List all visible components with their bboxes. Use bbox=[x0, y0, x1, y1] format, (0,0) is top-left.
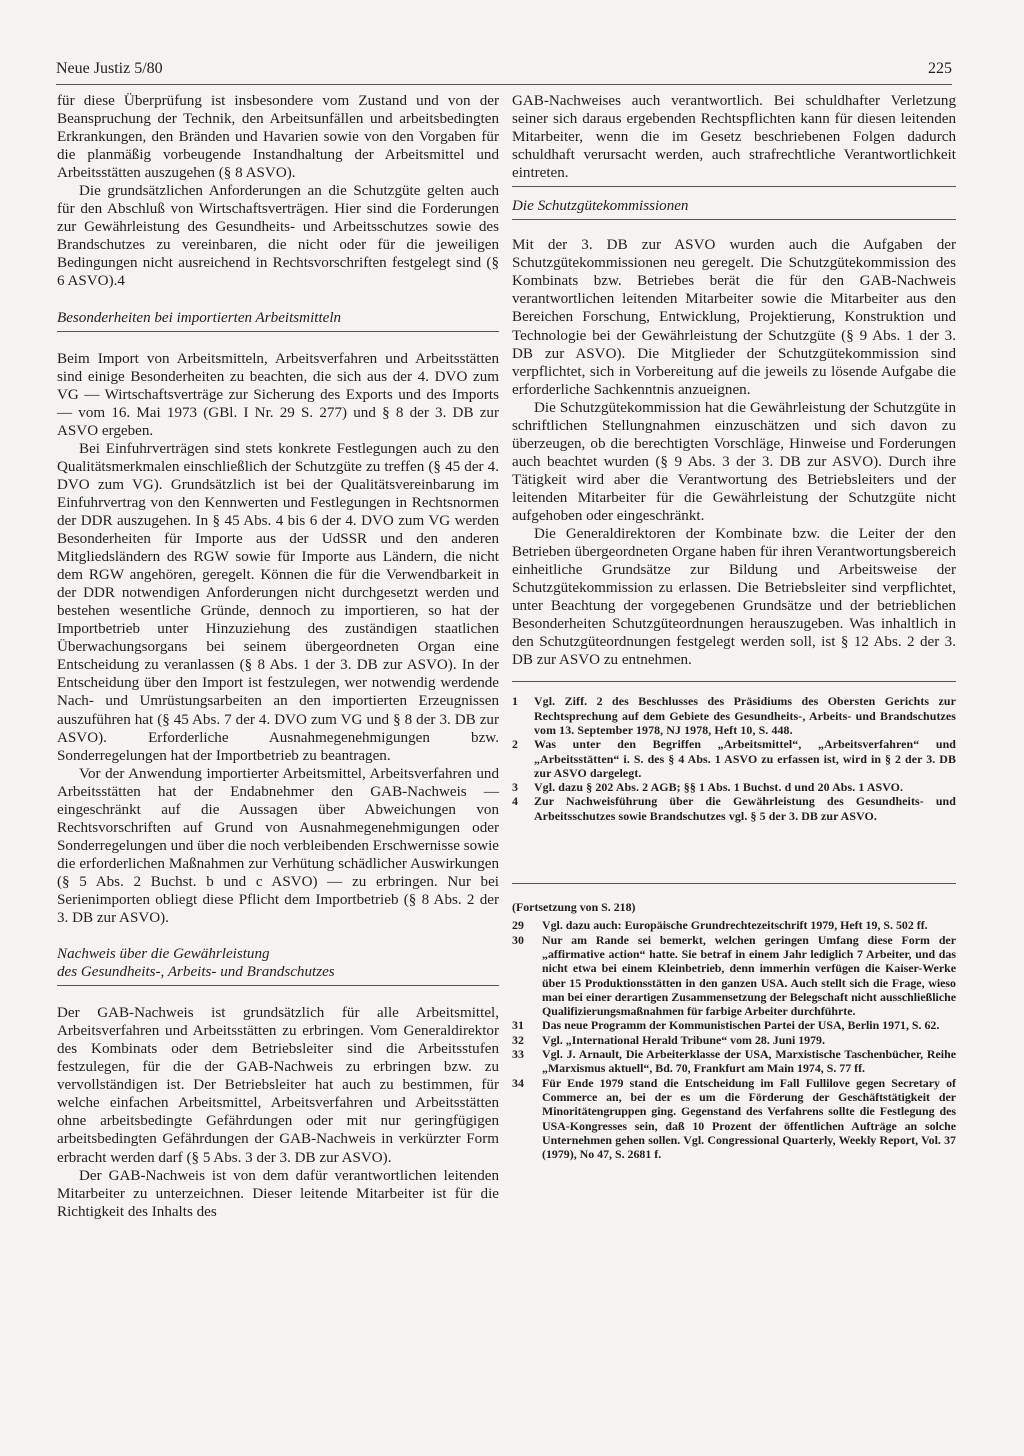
footnote bbox=[512, 794, 956, 823]
footnote-number: 1 bbox=[512, 694, 519, 709]
footnote bbox=[512, 694, 956, 737]
footnote-text: Nur am Rande sei bemerkt, welchen geringen Umfang diese Form der „affirmative action“ hatte. Sie betraf in einem Jahr lediglich 7 Arbeiter, und das nicht etwa bei einem Kleinbetrieb, denn immerhin verfügen die Kaiser-Werke über 15 Produktionsstätten in den ganzen USA. Auch stellt sich die Frage, wieso man bei einer derartigen Zusammensetzung der Belegschaft nicht ausschließliche Qualifizierungsmaßnahmen für farbige Arbeiter durchführte. bbox=[542, 932, 956, 1019]
paragraph: Der GAB-Nachweis ist von dem dafür verantwortlichen leitenden Mitarbeiter zu unterzeichnen. Dieser leitende Mitarbeiter ist für die Richtigkeit des Inhalts des bbox=[57, 1167, 499, 1220]
footnote-number: 29 bbox=[512, 918, 524, 933]
header-rule bbox=[56, 84, 952, 85]
footnote-text: Das neue Programm der Kommunistischen Partei der USA, Berlin 1971, S. 62. bbox=[542, 1018, 940, 1033]
heading-rule bbox=[57, 331, 499, 332]
paragraph: Mit der 3. DB zur ASVO wurden auch die Aufgaben der Schutzgütekommissionen neu geregelt. Die Schutzgütekommission des Kombinats bzw. Betriebes berät die für den GAB-Nachweis verantwortlichen leitenden Mitarbeiter sowie die Mitarbeiter aus den Bereichen Forschung, Entwicklung, Projektierung, Konstruktion und Technologie bei der Gewährleistung der Schutzgüte (§ 9 Abs. 1 der 3. DB zur ASVO). Die Mitglieder der Schutzgütekommission sind verpflichtet, sich in Vorbereitung auf die jeweils zu lösende Aufgabe die erforderliche Sachkenntnis anzueignen. bbox=[512, 237, 956, 398]
paragraph: Vor der Anwendung importierter Arbeitsmittel, Arbeitsverfahren und Arbeitsstätten hat der Endabnehmer den GAB-Nachweis — eingeschränkt auf die Aussagen über Abweichungen von Rechtsvorschriften auf Grund von Ausnahmegenehmigungen oder Sonderregelungen und über die noch verbleibenden Erschwernisse sowie die erforderlichen Maßnahmen zur Verhütung schädlicher Auswirkungen (§ 5 Abs. 2 Buchst. b und c ASVO) — zu erbringen. Nur bei Serienimporten obliegt diese Pflicht dem Importbetrieb (§ 8 Abs. 2 der 3. DB zur ASVO). bbox=[57, 765, 499, 927]
footnote bbox=[512, 933, 956, 1019]
paragraph: Der GAB-Nachweis ist grundsätzlich für alle Arbeitsmittel, Arbeitsverfahren und Arbeitsstätten zu erbringen. Vom Generaldirektor des Kombinats oder dem Betriebsleiter sind die Arbeitsstufen festzulegen, für die der GAB-Nachweis zu erbringen bzw. zu vervollständigen ist. Der Betriebsleiter hat auch zu bestimmen, für welche einfachen Arbeitsmittel, Arbeitsverfahren und Arbeitsstätten ohne arbeitsbedingte Gefährdungen oder mit nur geringfügigen arbeitsbedingten Gefährdungen der GAB-Nachweis in verkürzter Form erbracht werden darf (§ 5 Abs. 3 der 3. DB zur ASVO). bbox=[57, 1005, 499, 1166]
footnote-text: Vgl. J. Arnault, Die Arbeiterklasse der USA, Marxistische Taschenbücher, Reihe „Marxismus aktuell“, Bd. 70, Frankfurt am Main 1974, S. 77 ff. bbox=[542, 1047, 956, 1076]
section-heading: Besonderheiten bei importierten Arbeitsmitteln bbox=[57, 309, 342, 326]
heading-rule bbox=[512, 219, 956, 220]
section-heading: Nachweis über die Gewährleistung bbox=[57, 946, 270, 963]
left-column bbox=[57, 92, 499, 1221]
right-column bbox=[512, 92, 956, 1161]
footnote bbox=[512, 918, 956, 932]
continuation-note: (Fortsetzung von S. 218) bbox=[512, 900, 636, 915]
footnote-text: Vgl. Ziff. 2 des Beschlusses des Präsidiums des Obersten Gerichts zur Rechtsprechung auf dem Gebiete des Gesundheits-, Arbeits- und Brandschutzes vom 13. September 1978, NJ 1978, Heft 10, S. 448. bbox=[534, 694, 956, 737]
heading-rule bbox=[57, 985, 499, 986]
footnote bbox=[512, 780, 956, 794]
footnote-text: Vgl. dazu § 202 Abs. 2 AGB; §§ 1 Abs. 1 Buchst. d und 20 Abs. 1 ASVO. bbox=[534, 780, 904, 795]
footnote-number: 3 bbox=[512, 780, 519, 795]
footnote bbox=[512, 737, 956, 780]
footnote bbox=[512, 1033, 956, 1047]
footnote-number: 4 bbox=[512, 794, 519, 809]
footnote-number: 30 bbox=[512, 932, 524, 947]
footnote bbox=[512, 1047, 956, 1076]
continued-footnote-list bbox=[512, 918, 956, 1161]
footnote-text: Was unter den Begriffen „Arbeitsmittel“, „Arbeitsverfahren“ und „Arbeitsstätten“ i. S. des § 4 Abs. 1 ASVO zu erfassen ist, wird in § 2 der 3. DB zur ASVO dargelegt. bbox=[534, 737, 956, 780]
footnote-rule bbox=[512, 681, 956, 682]
paragraph: Beim Import von Arbeitsmitteln, Arbeitsverfahren und Arbeitsstätten sind einige Besonderheiten zu beachten, die sich aus der 4. DVO zum VG — Wirtschaftsverträge zur Sicherung des Exports und des Imports — vom 16. Mai 1973 (GBl. I Nr. 29 S. 277) und § 8 der 3. DB zur ASVO ergeben. bbox=[57, 350, 499, 439]
continuation-rule bbox=[512, 883, 956, 884]
section-heading: des Gesundheits-, Arbeits- und Brandschutzes bbox=[57, 964, 335, 981]
journal-title: Neue Justiz 5/80 bbox=[56, 60, 163, 77]
footnote-text: Vgl. „International Herald Tribune“ vom 28. Juni 1979. bbox=[542, 1032, 825, 1047]
footnote-list bbox=[512, 694, 956, 823]
footnote-text: Für Ende 1979 stand die Entscheidung im Fall Fullilove gegen Secretary of Commerce an, bei der es um die Förderung der Geschäftstätigkeit der Minoritätengruppen ging. Gegenstand des Verfahrens sollte die Festlegung des USA-Kongresses sein, daß 10 Prozent der öffentlichen Aufträge an solche Unternehmen gehen sollen. Vgl. Congressional Quarterly, Weekly Report, Vol. 37 (1979), No 47, S. 2681 f. bbox=[542, 1075, 956, 1162]
section-heading: Die Schutzgütekommissionen bbox=[512, 198, 689, 215]
footnote-number: 32 bbox=[512, 1032, 524, 1047]
footnote bbox=[512, 1076, 956, 1162]
section-rule bbox=[512, 186, 956, 187]
paragraph: Die grundsätzlichen Anforderungen an die Schutzgüte gelten auch für den Abschluß von Wirtschaftsverträgen. Hier sind die Forderungen zur Gewährleistung des Gesundheits- und Arbeitsschutzes sowie des Brandschutzes zu vereinbaren, die nicht oder für die jeweiligen Bedingungen nicht ausreichend in Rechtsvorschriften festgelegt sind (§ 6 ASVO).4 bbox=[57, 183, 499, 290]
page-header bbox=[56, 60, 952, 82]
footnote-number: 34 bbox=[512, 1075, 524, 1090]
paragraph: GAB-Nachweises auch verantwortlich. Bei schuldhafter Verletzung seiner sich daraus ergebenden Rechtspflichten kann für diesen leitenden Mitarbeiter, wenn die im Gesetz beschriebenen Folgen dadurch schuldhaft verursacht werden, auch strafrechtliche Verantwortlichkeit eintreten. bbox=[512, 93, 956, 182]
footnote-text: Zur Nachweisführung über die Gewährleistung des Gesundheits- und Arbeitsschutzes sowie Brandschutzes vgl. § 5 der 3. DB zur ASVO. bbox=[534, 794, 956, 823]
paragraph: Die Schutzgütekommission hat die Gewährleistung der Schutzgüte in schriftlichen Stellungnahmen einzuschätzen und sich davon zu überzeugen, ob die berechtigten Vorschläge, Hinweise und Forderungen auch beachtet wurden (§ 9 Abs. 3 der 3. DB zur ASVO). Durch ihre Tätigkeit wird aber die Verantwortung des Betriebsleiters und der leitenden Mitarbeiter für die Gewährleistung der Schutzgüte nicht aufgehoben oder eingeschränkt. bbox=[512, 399, 956, 524]
paragraph: Die Generaldirektoren der Kombinate bzw. die Leiter der den Betrieben übergeordneten Organe haben für ihren Verantwortungsbereich einheitliche Grundsätze zur Bildung und Arbeitsweise der Schutzgütekommission zu erlassen. Die Betriebsleiter sind verpflichtet, unter Beachtung der vorgegebenen Grundsätze und der betrieblichen Besonderheiten Schutzgüteordnungen herauszugeben. Was inhaltlich in den Schutzgüteordnungen festgelegt werden soll, ist § 12 Abs. 2 der 3. DB zur ASVO zu entnehmen. bbox=[512, 526, 956, 669]
paragraph: Bei Einfuhrverträgen sind stets konkrete Festlegungen auch zu den Qualitätsmerkmalen einschließlich der Schutzgüte zu treffen (§ 45 der 4. DVO zum VG). Grundsätzlich ist bei der Qualitätsvereinbarung im Einfuhrvertrag von den Kennwerten und Festlegungen in Rechtsnormen der DDR auszugehen. In § 45 Abs. 4 bis 6 der 4. DVO zum VG werden Besonderheiten für Importe aus der UdSSR und den anderen Mitgliedsländern des RGW sowie für Importe aus Ländern, die nicht dem RGW angehören, geregelt. Können die für die Verwendbarkeit in der DDR notwendigen Anforderungen nicht durchgesetzt werden und bestehen wesentliche Gründe, dennoch zu importieren, so hat der Importbetrieb unter Hinzuziehung des zuständigen staatlichen Überwachungsorgans bei seinem übergeordneten Organ eine Entscheidung zu veranlassen (§ 8 Abs. 1 der 3. DB zur ASVO). In der Entscheidung über den Import ist festzulegen, wer notwendig werdende Nach- und Umrüstungsarbeiten an den importierten Erzeugnissen auszuführen hat (§ 45 Abs. 7 der 4. DVO zum VG und § 8 der 3. DB zur ASVO). Erforderliche Ausnahmegenehmigungen bzw. Sonderregelungen hat der Importbetrieb zu beantragen. bbox=[57, 440, 499, 764]
footnote-number: 2 bbox=[512, 737, 519, 752]
footnote-number: 31 bbox=[512, 1018, 524, 1033]
footnote bbox=[512, 1018, 956, 1032]
page-number: 225 bbox=[928, 60, 952, 77]
paragraph: für diese Überprüfung ist insbesondere vom Zustand und von der Beanspruchung der Technik, den Arbeitsunfällen und arbeitsbedingten Erkrankungen, den Bränden und Havarien sowie von den Vorgaben für die planmäßig vorbeugende Instandhaltung der Arbeitsmittel und Arbeitsstätten auszugehen (§ 8 ASVO). bbox=[57, 93, 499, 182]
footnote-number: 33 bbox=[512, 1047, 524, 1062]
footnote-text: Vgl. dazu auch: Europäische Grundrechtezeitschrift 1979, Heft 19, S. 502 ff. bbox=[542, 918, 928, 933]
